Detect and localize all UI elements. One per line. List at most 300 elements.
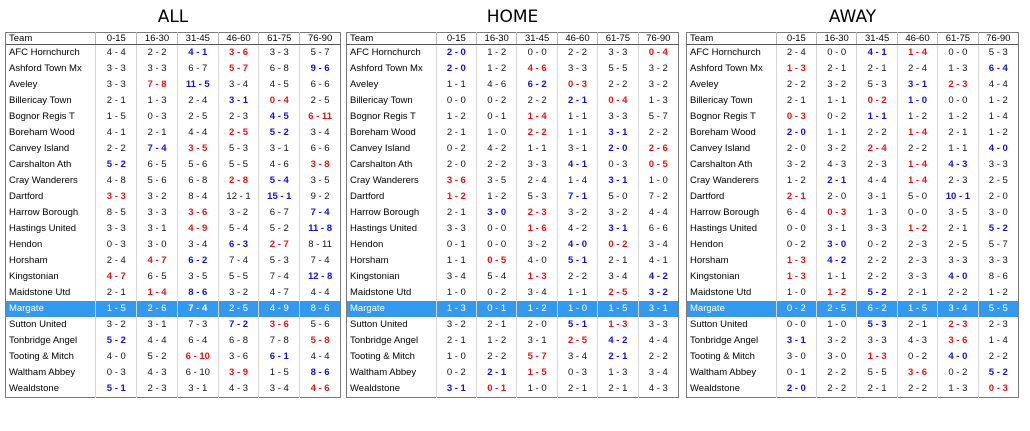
team-name: Sutton United xyxy=(9,319,67,330)
score-cell: 2 - 1 xyxy=(857,381,897,398)
team-name: Wealdstone xyxy=(9,383,59,394)
team-name: Horsham xyxy=(690,255,729,266)
table-row[interactable] xyxy=(347,349,679,365)
team-name: Canvey Island xyxy=(9,143,70,154)
score-cell: 2 - 2 xyxy=(517,125,557,141)
score-cell: 1 - 3 xyxy=(137,93,178,109)
table-row[interactable] xyxy=(687,109,1019,125)
column-header[interactable]: 31-45 xyxy=(857,33,897,45)
score-cell: 6 - 7 xyxy=(177,61,218,77)
team-name: Tonbridge Angel xyxy=(350,335,419,346)
score-cell: 3 - 3 xyxy=(897,269,937,285)
table-row[interactable] xyxy=(6,269,341,285)
table-row[interactable] xyxy=(347,173,679,189)
score-cell: 4 - 4 xyxy=(638,333,678,349)
score-cell: 0 - 3 xyxy=(776,109,816,125)
score-cell: 1 - 4 xyxy=(897,45,937,62)
score-cell: 1 - 0 xyxy=(817,317,857,333)
table-row[interactable] xyxy=(687,93,1019,109)
score-cell: 7 - 8 xyxy=(259,333,300,349)
score-cell: 0 - 3 xyxy=(598,157,638,173)
score-cell: 1 - 1 xyxy=(938,141,978,157)
team-name: Kingstonian xyxy=(350,271,400,282)
score-cell: 6 - 8 xyxy=(177,173,218,189)
score-cell: 2 - 0 xyxy=(436,157,476,173)
team-name: Harrow Borough xyxy=(690,207,760,218)
score-cell: 9 - 6 xyxy=(300,61,341,77)
score-cell: 1 - 3 xyxy=(938,381,978,398)
score-cell: 4 - 4 xyxy=(96,45,137,62)
team-name: Billericay Town xyxy=(9,95,72,106)
score-cell: 0 - 2 xyxy=(436,141,476,157)
panel-title: AWAY xyxy=(828,7,877,27)
table-row[interactable] xyxy=(347,141,679,157)
table-row[interactable] xyxy=(6,381,341,398)
score-cell: 7 - 4 xyxy=(300,253,341,269)
score-cell: 0 - 2 xyxy=(897,349,937,365)
table-row[interactable] xyxy=(6,173,341,189)
table-row[interactable] xyxy=(347,205,679,221)
table-row[interactable] xyxy=(347,285,679,301)
score-cell: 7 - 3 xyxy=(177,317,218,333)
score-cell: 3 - 4 xyxy=(259,381,300,398)
score-cell: 4 - 3 xyxy=(218,381,259,398)
column-header[interactable]: Team xyxy=(6,33,96,45)
score-cell: 2 - 1 xyxy=(897,285,937,301)
table-row[interactable] xyxy=(6,141,341,157)
column-header[interactable]: 0-15 xyxy=(776,33,816,45)
score-cell: 2 - 2 xyxy=(938,285,978,301)
score-cell: 3 - 1 xyxy=(137,221,178,237)
score-cell: 7 - 4 xyxy=(177,301,218,317)
score-cell: 2 - 3 xyxy=(938,77,978,93)
score-cell: 5 - 0 xyxy=(598,189,638,205)
table-row[interactable] xyxy=(6,221,341,237)
score-cell: 2 - 1 xyxy=(776,93,816,109)
column-header[interactable]: 0-15 xyxy=(436,33,476,45)
score-cell: 2 - 2 xyxy=(817,365,857,381)
table-row[interactable] xyxy=(6,189,341,205)
score-cell: 6 - 10 xyxy=(177,365,218,381)
score-cell: 5 - 7 xyxy=(638,109,678,125)
score-cell: 3 - 0 xyxy=(978,205,1018,221)
score-cell: 8 - 6 xyxy=(300,365,341,381)
score-cell: 0 - 5 xyxy=(638,157,678,173)
table-row[interactable] xyxy=(347,333,679,349)
score-cell: 1 - 3 xyxy=(638,93,678,109)
team-name: Tooting & Mitch xyxy=(9,351,74,362)
table-row[interactable] xyxy=(687,317,1019,333)
score-cell: 0 - 0 xyxy=(817,45,857,62)
table-row[interactable] xyxy=(347,157,679,173)
score-cell: 0 - 3 xyxy=(137,109,178,125)
score-cell: 3 - 4 xyxy=(557,349,597,365)
table-row[interactable] xyxy=(6,77,341,93)
score-cell: 3 - 1 xyxy=(177,381,218,398)
team-name: Kingstonian xyxy=(690,271,740,282)
score-cell: 6 - 5 xyxy=(137,269,178,285)
column-header[interactable]: 61-75 xyxy=(938,33,978,45)
team-name: Tooting & Mitch xyxy=(690,351,755,362)
score-cell: 2 - 3 xyxy=(137,381,178,398)
score-cell: 1 - 0 xyxy=(436,349,476,365)
score-cell: 4 - 1 xyxy=(557,157,597,173)
table-row[interactable] xyxy=(347,77,679,93)
score-cell: 2 - 1 xyxy=(938,125,978,141)
table-row[interactable] xyxy=(687,205,1019,221)
score-cell: 3 - 1 xyxy=(638,301,678,317)
score-cell: 8 - 6 xyxy=(177,285,218,301)
table-row[interactable] xyxy=(687,221,1019,237)
team-name: Billericay Town xyxy=(350,95,413,106)
team-name: Maidstone Utd xyxy=(690,287,752,298)
score-cell: 2 - 1 xyxy=(776,189,816,205)
table-row[interactable] xyxy=(347,301,679,317)
team-name: Horsham xyxy=(350,255,389,266)
score-cell: 1 - 1 xyxy=(436,77,476,93)
team-name: Ashford Town Mx xyxy=(350,63,423,74)
score-cell: 1 - 3 xyxy=(857,349,897,365)
score-cell: 5 - 3 xyxy=(218,141,259,157)
score-cell: 5 - 7 xyxy=(978,237,1018,253)
score-cell: 0 - 1 xyxy=(436,237,476,253)
table-row[interactable] xyxy=(347,381,679,398)
table-row[interactable] xyxy=(6,125,341,141)
score-cell: 5 - 6 xyxy=(137,173,178,189)
score-cell: 3 - 6 xyxy=(177,205,218,221)
score-cell: 4 - 1 xyxy=(857,45,897,62)
table-row[interactable] xyxy=(6,333,341,349)
table-row[interactable] xyxy=(347,109,679,125)
table-row[interactable] xyxy=(687,157,1019,173)
score-cell: 6 - 6 xyxy=(300,141,341,157)
score-cell: 3 - 3 xyxy=(96,221,137,237)
score-cell: 4 - 9 xyxy=(259,301,300,317)
score-cell: 3 - 1 xyxy=(776,333,816,349)
header-row xyxy=(347,33,679,45)
score-cell: 1 - 1 xyxy=(817,93,857,109)
score-cell: 3 - 6 xyxy=(259,317,300,333)
score-cell: 0 - 2 xyxy=(857,237,897,253)
header-row xyxy=(6,33,341,45)
score-cell: 5 - 2 xyxy=(96,333,137,349)
score-cell: 0 - 0 xyxy=(776,221,816,237)
score-cell: 6 - 7 xyxy=(259,205,300,221)
score-cell: 5 - 2 xyxy=(857,285,897,301)
table-row[interactable] xyxy=(6,157,341,173)
score-cell: 5 - 2 xyxy=(978,221,1018,237)
score-cell: 2 - 2 xyxy=(517,93,557,109)
table-row[interactable] xyxy=(347,61,679,77)
column-header[interactable]: 31-45 xyxy=(177,33,218,45)
column-header[interactable]: 61-75 xyxy=(259,33,300,45)
column-header[interactable]: 46-60 xyxy=(218,33,259,45)
score-cell: 6 - 6 xyxy=(638,221,678,237)
score-cell: 3 - 3 xyxy=(857,333,897,349)
score-cell: 2 - 1 xyxy=(817,61,857,77)
column-header[interactable]: Team xyxy=(687,33,777,45)
score-cell: 1 - 2 xyxy=(897,109,937,125)
score-cell: 4 - 3 xyxy=(897,333,937,349)
table-row[interactable] xyxy=(347,125,679,141)
team-name: Harrow Borough xyxy=(350,207,420,218)
score-cell: 12 - 8 xyxy=(300,269,341,285)
score-cell: 2 - 3 xyxy=(938,317,978,333)
score-cell: 0 - 0 xyxy=(938,45,978,62)
table-row[interactable] xyxy=(687,189,1019,205)
score-cell: 4 - 4 xyxy=(300,349,341,365)
score-cell: 1 - 2 xyxy=(477,61,517,77)
score-cell: 2 - 3 xyxy=(897,253,937,269)
score-cell: 6 - 10 xyxy=(177,349,218,365)
score-cell: 1 - 3 xyxy=(598,365,638,381)
score-cell: 4 - 2 xyxy=(598,333,638,349)
column-header[interactable]: 46-60 xyxy=(557,33,597,45)
score-cell: 2 - 0 xyxy=(598,141,638,157)
score-cell: 3 - 5 xyxy=(177,141,218,157)
score-cell: 4 - 2 xyxy=(638,269,678,285)
team-name: Aveley xyxy=(9,79,38,90)
score-cell: 2 - 3 xyxy=(978,317,1018,333)
score-cell: 5 - 4 xyxy=(259,173,300,189)
score-cell: 1 - 5 xyxy=(598,301,638,317)
table-row[interactable] xyxy=(687,269,1019,285)
score-cell: 3 - 6 xyxy=(436,173,476,189)
table-row[interactable] xyxy=(347,93,679,109)
score-cell: 0 - 2 xyxy=(477,93,517,109)
column-header[interactable]: 31-45 xyxy=(517,33,557,45)
column-header[interactable]: Team xyxy=(347,33,437,45)
column-header[interactable]: 46-60 xyxy=(897,33,937,45)
table-row[interactable] xyxy=(6,301,341,317)
score-cell: 1 - 4 xyxy=(517,109,557,125)
table-row[interactable] xyxy=(347,237,679,253)
table-row[interactable] xyxy=(6,237,341,253)
score-cell: 3 - 0 xyxy=(477,205,517,221)
team-name: Margate xyxy=(687,301,777,317)
column-header[interactable]: 76-90 xyxy=(978,33,1018,45)
score-cell: 1 - 5 xyxy=(96,301,137,317)
score-cell: 1 - 0 xyxy=(557,301,597,317)
score-cell: 2 - 4 xyxy=(897,61,937,77)
team-name: Hendon xyxy=(9,239,43,250)
table-row[interactable] xyxy=(6,109,341,125)
team-name: Hendon xyxy=(350,239,384,250)
score-cell: 3 - 2 xyxy=(598,205,638,221)
team-name: Dartford xyxy=(350,191,385,202)
table-row[interactable] xyxy=(6,317,341,333)
team-name: Billericay Town xyxy=(690,95,753,106)
score-cell: 5 - 5 xyxy=(857,365,897,381)
table-row[interactable] xyxy=(6,45,341,62)
score-cell: 5 - 1 xyxy=(557,317,597,333)
score-cell: 4 - 3 xyxy=(638,381,678,398)
column-header[interactable]: 16-30 xyxy=(477,33,517,45)
column-header[interactable]: 16-30 xyxy=(817,33,857,45)
score-cell: 2 - 3 xyxy=(218,109,259,125)
score-cell: 8 - 6 xyxy=(300,301,341,317)
score-cell: 2 - 1 xyxy=(477,317,517,333)
score-cell: 2 - 5 xyxy=(177,109,218,125)
score-cell: 4 - 0 xyxy=(517,253,557,269)
column-header[interactable]: 76-90 xyxy=(638,33,678,45)
column-header[interactable]: 61-75 xyxy=(598,33,638,45)
score-cell: 3 - 6 xyxy=(938,333,978,349)
table-row[interactable] xyxy=(347,189,679,205)
score-cell: 3 - 3 xyxy=(557,61,597,77)
score-cell: 2 - 0 xyxy=(776,141,816,157)
table-row[interactable] xyxy=(687,381,1019,398)
score-cell: 3 - 3 xyxy=(638,317,678,333)
score-cell: 5 - 3 xyxy=(517,189,557,205)
score-cell: 4 - 6 xyxy=(259,157,300,173)
score-cell: 1 - 3 xyxy=(776,61,816,77)
score-cell: 8 - 11 xyxy=(300,237,341,253)
table-row[interactable] xyxy=(687,237,1019,253)
score-cell: 3 - 3 xyxy=(598,45,638,62)
table-row[interactable] xyxy=(6,285,341,301)
score-cell: 3 - 4 xyxy=(436,269,476,285)
score-cell: 8 - 5 xyxy=(96,205,137,221)
score-cell: 2 - 0 xyxy=(776,381,816,398)
score-cell: 2 - 1 xyxy=(557,381,597,398)
score-cell: 0 - 1 xyxy=(477,109,517,125)
score-cell: 3 - 1 xyxy=(817,221,857,237)
score-cell: 2 - 2 xyxy=(557,45,597,62)
team-name: Bognor Regis T xyxy=(350,111,416,122)
table-row[interactable] xyxy=(6,205,341,221)
table-row[interactable] xyxy=(347,317,679,333)
score-cell: 7 - 4 xyxy=(300,205,341,221)
score-cell: 2 - 2 xyxy=(776,77,816,93)
panel-title: HOME xyxy=(486,7,539,27)
score-cell: 2 - 3 xyxy=(857,157,897,173)
score-cell: 7 - 4 xyxy=(218,253,259,269)
score-cell: 4 - 0 xyxy=(978,141,1018,157)
score-cell: 2 - 0 xyxy=(776,125,816,141)
table-row[interactable] xyxy=(6,349,341,365)
table-row[interactable] xyxy=(6,61,341,77)
team-name: Aveley xyxy=(350,79,379,90)
score-cell: 4 - 2 xyxy=(817,253,857,269)
table-row[interactable] xyxy=(6,365,341,381)
score-cell: 5 - 4 xyxy=(218,221,259,237)
score-cell: 5 - 2 xyxy=(259,125,300,141)
score-cell: 3 - 1 xyxy=(436,381,476,398)
column-header[interactable]: 16-30 xyxy=(137,33,178,45)
score-cell: 3 - 0 xyxy=(776,349,816,365)
score-cell: 3 - 2 xyxy=(218,205,259,221)
score-cell: 2 - 1 xyxy=(938,221,978,237)
score-cell: 2 - 5 xyxy=(557,333,597,349)
table-row[interactable] xyxy=(347,221,679,237)
table-row[interactable] xyxy=(347,45,679,62)
score-cell: 7 - 4 xyxy=(137,141,178,157)
team-name: Margate xyxy=(347,301,437,317)
score-cell: 3 - 2 xyxy=(638,285,678,301)
table-row[interactable] xyxy=(687,253,1019,269)
score-cell: 1 - 3 xyxy=(938,61,978,77)
score-cell: 1 - 2 xyxy=(477,333,517,349)
score-cell: 1 - 4 xyxy=(897,125,937,141)
team-name: Bognor Regis T xyxy=(690,111,756,122)
table-row[interactable] xyxy=(347,269,679,285)
score-cell: 0 - 2 xyxy=(817,109,857,125)
score-cell: 0 - 2 xyxy=(776,301,816,317)
score-cell: 5 - 3 xyxy=(259,253,300,269)
score-cell: 0 - 3 xyxy=(978,381,1018,398)
table-row[interactable] xyxy=(347,365,679,381)
score-cell: 1 - 2 xyxy=(978,125,1018,141)
table-row[interactable] xyxy=(687,349,1019,365)
score-cell: 2 - 2 xyxy=(638,349,678,365)
score-cell: 0 - 5 xyxy=(477,253,517,269)
score-cell: 2 - 2 xyxy=(817,381,857,398)
score-cell: 2 - 3 xyxy=(897,237,937,253)
score-cell: 1 - 1 xyxy=(817,269,857,285)
score-cell: 2 - 1 xyxy=(477,365,517,381)
score-cell: 5 - 5 xyxy=(978,301,1018,317)
table-row[interactable] xyxy=(687,365,1019,381)
team-name: Hastings United xyxy=(350,223,418,234)
score-cell: 1 - 2 xyxy=(436,109,476,125)
score-cell: 3 - 2 xyxy=(517,237,557,253)
table-row[interactable] xyxy=(687,125,1019,141)
team-name: Waltham Abbey xyxy=(690,367,757,378)
table-row[interactable] xyxy=(687,301,1019,317)
score-cell: 3 - 6 xyxy=(218,45,259,62)
score-cell: 1 - 5 xyxy=(259,365,300,381)
score-cell: 3 - 2 xyxy=(638,77,678,93)
score-cell: 4 - 2 xyxy=(557,221,597,237)
score-cell: 7 - 8 xyxy=(137,77,178,93)
header-row xyxy=(687,33,1019,45)
table-row[interactable] xyxy=(687,77,1019,93)
column-header[interactable]: 0-15 xyxy=(96,33,137,45)
table-row[interactable] xyxy=(347,253,679,269)
table-row[interactable] xyxy=(687,173,1019,189)
score-cell: 4 - 4 xyxy=(638,205,678,221)
panel-away xyxy=(686,0,1019,398)
score-cell: 3 - 2 xyxy=(218,285,259,301)
table-row[interactable] xyxy=(687,285,1019,301)
table-row[interactable] xyxy=(6,93,341,109)
team-name: Tooting & Mitch xyxy=(350,351,415,362)
score-cell: 3 - 0 xyxy=(817,349,857,365)
score-cell: 5 - 2 xyxy=(137,349,178,365)
score-cell: 1 - 3 xyxy=(776,253,816,269)
score-cell: 2 - 5 xyxy=(817,301,857,317)
score-cell: 1 - 1 xyxy=(557,285,597,301)
score-cell: 1 - 2 xyxy=(776,173,816,189)
table-row[interactable] xyxy=(687,141,1019,157)
table-row[interactable] xyxy=(687,333,1019,349)
score-cell: 1 - 5 xyxy=(897,301,937,317)
team-name: Waltham Abbey xyxy=(9,367,76,378)
score-cell: 5 - 1 xyxy=(557,253,597,269)
score-cell: 2 - 2 xyxy=(96,141,137,157)
score-cell: 3 - 4 xyxy=(638,365,678,381)
score-cell: 3 - 3 xyxy=(137,61,178,77)
column-header[interactable]: 76-90 xyxy=(300,33,341,45)
table-row[interactable] xyxy=(687,45,1019,62)
score-cell: 5 - 5 xyxy=(218,157,259,173)
table-row[interactable] xyxy=(6,253,341,269)
score-cell: 2 - 0 xyxy=(517,317,557,333)
team-name: Sutton United xyxy=(690,319,748,330)
table-row[interactable] xyxy=(687,61,1019,77)
score-cell: 5 - 7 xyxy=(517,349,557,365)
